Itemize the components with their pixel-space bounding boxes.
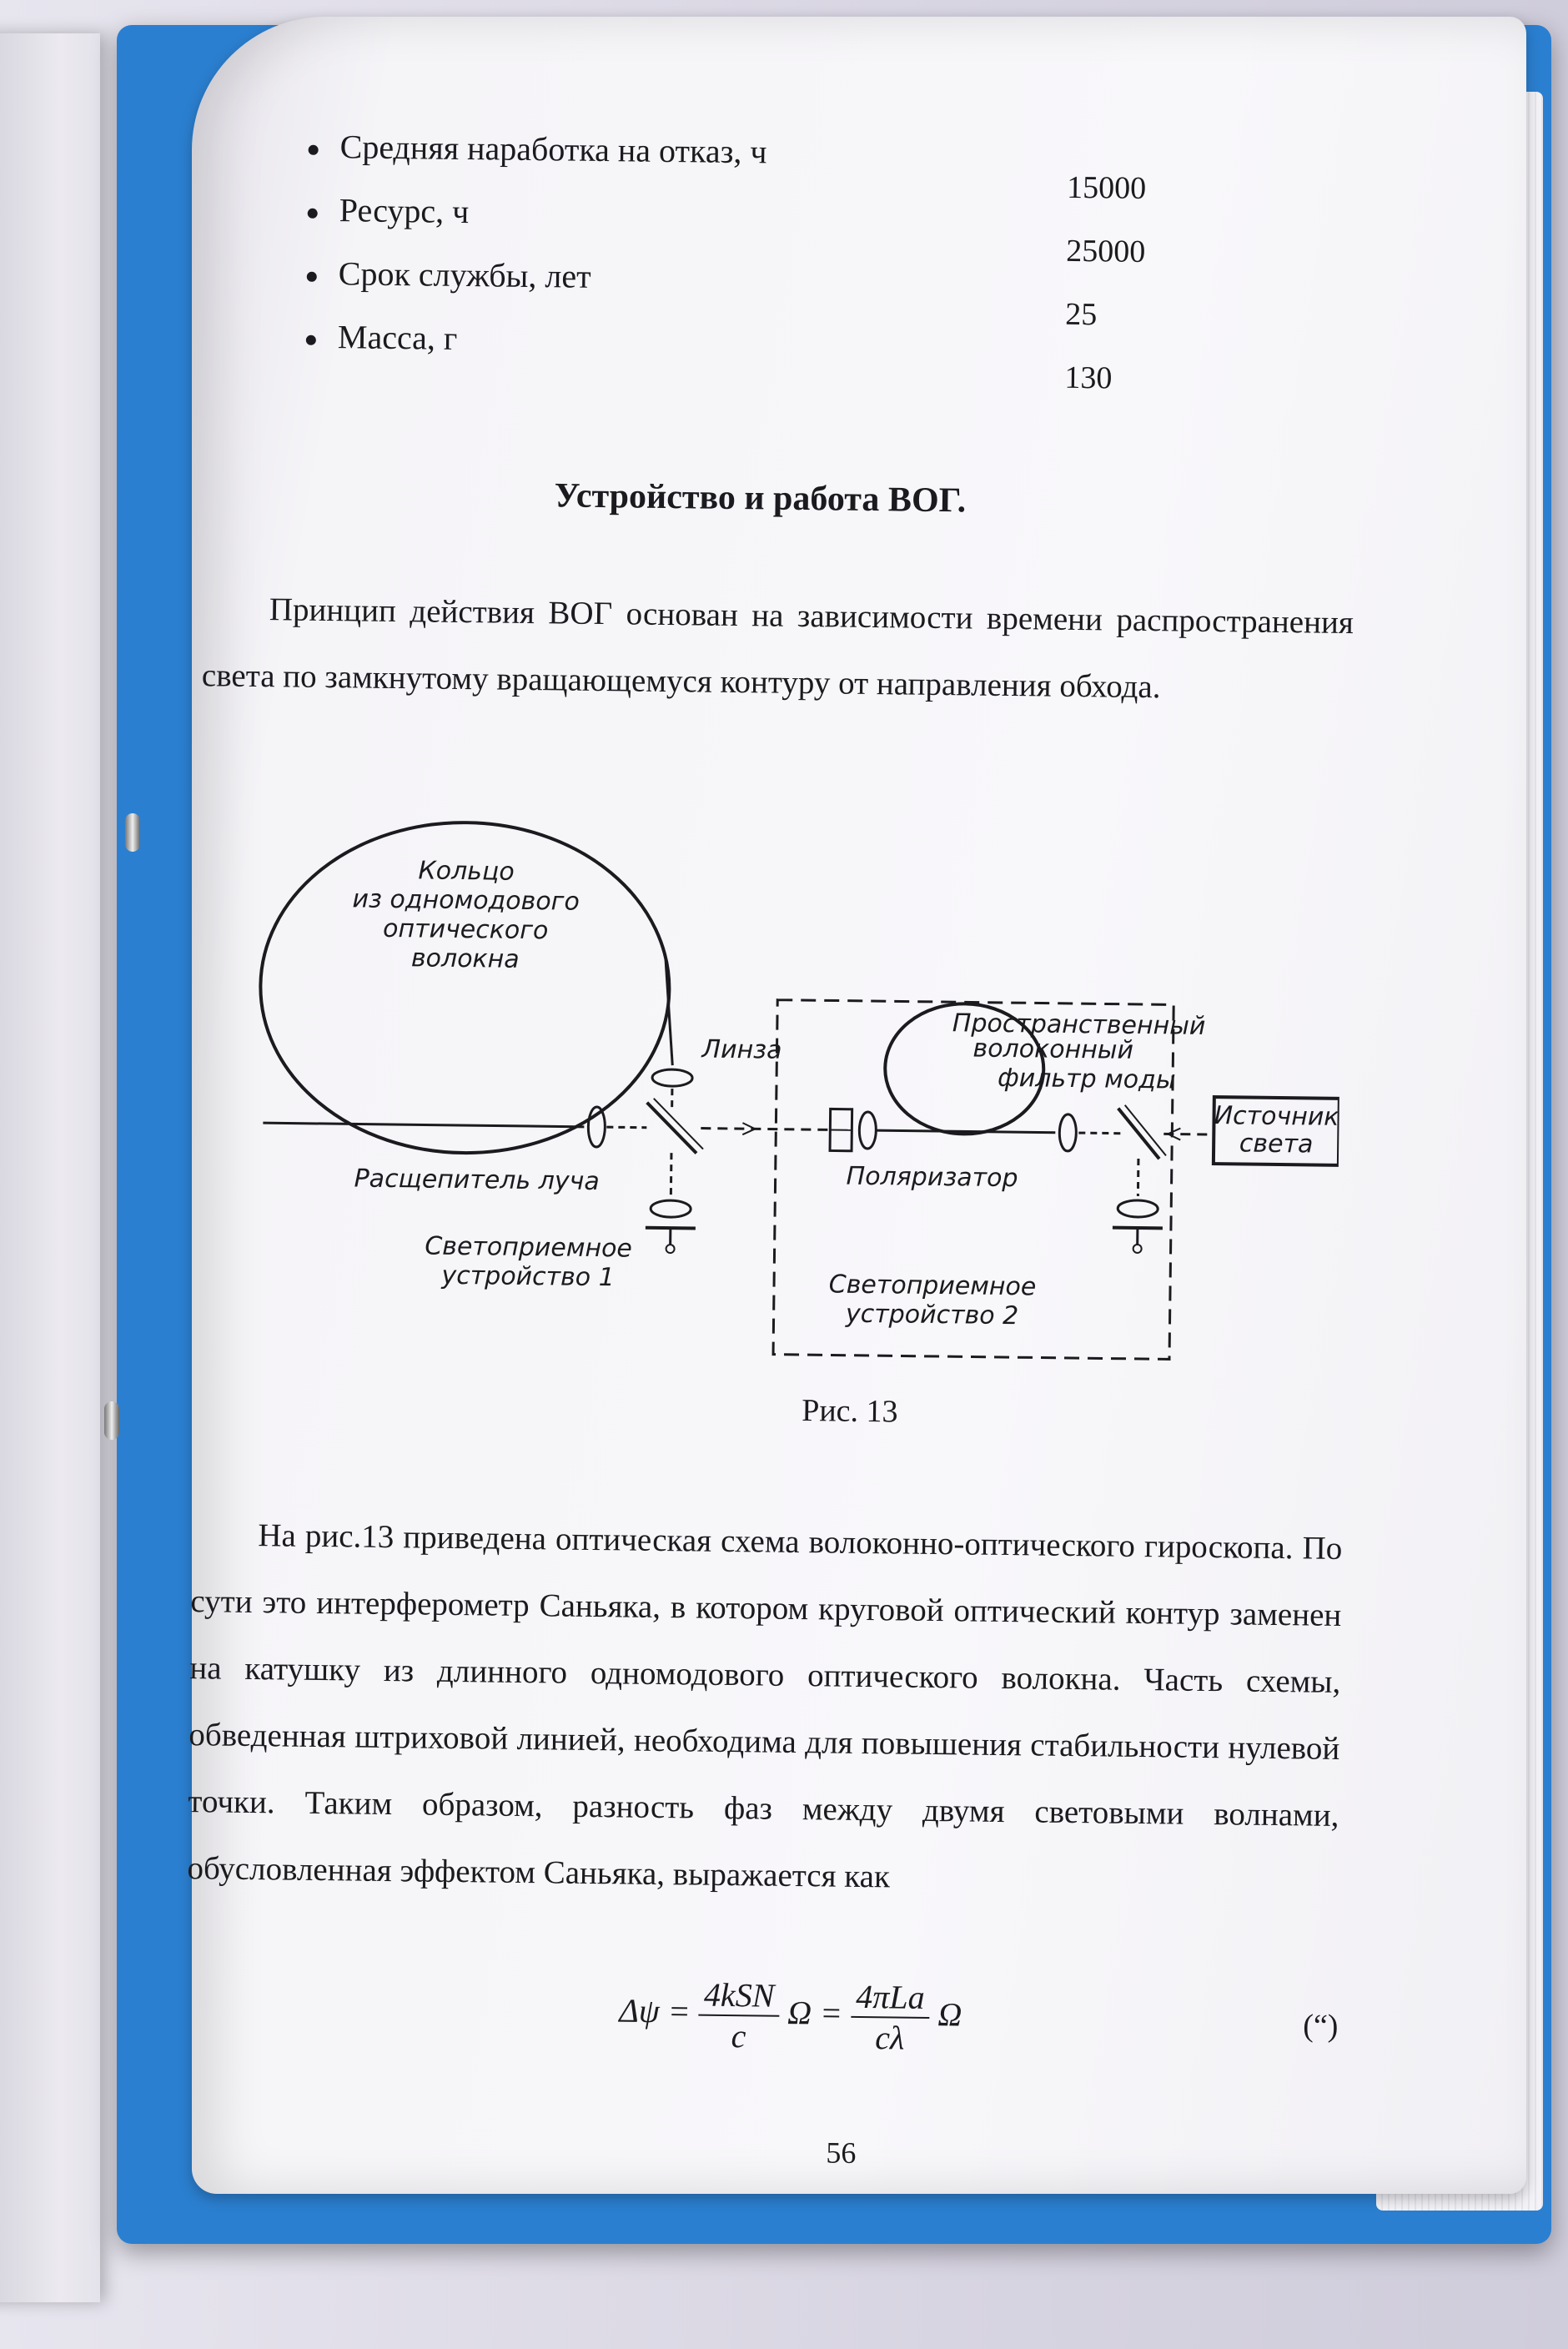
- lens-icon: [1118, 1200, 1158, 1218]
- bullet-icon: [307, 272, 317, 282]
- formula-lhs: Δψ =: [619, 1991, 691, 2030]
- formula-numerator: 4kSN: [699, 1975, 780, 2017]
- spec-value: 25: [1065, 296, 1098, 333]
- bullet-icon: [306, 335, 316, 345]
- ring-label-line: волокна: [410, 943, 520, 974]
- lens-icon: [1059, 1114, 1077, 1151]
- ring-label-line: Кольцо: [418, 856, 515, 887]
- ring-label-line: из одномодового: [352, 884, 580, 917]
- spec-label: Ресурс, ч: [339, 191, 470, 231]
- mode-filter-label-line: волоконный: [972, 1034, 1134, 1065]
- page-number: 56: [826, 2135, 857, 2170]
- bullet-icon: [308, 209, 318, 219]
- formula-omega: Ω =: [787, 1994, 843, 2032]
- figure-caption: Рис. 13: [801, 1393, 898, 1430]
- spec-value: 25000: [1065, 233, 1146, 269]
- binder-ring: [125, 813, 140, 852]
- mode-filter-label-line: фильтр моды: [997, 1063, 1176, 1095]
- spec-item: [308, 127, 766, 172]
- intro-paragraph-text: Принцип действия ВОГ основан на зависимости времени распространения света по замкнутому вращающемуся контуру от направления обхода.: [201, 591, 1354, 706]
- spec-item: [307, 190, 469, 231]
- splitter-label: Расщепитель луча: [354, 1164, 600, 1197]
- equation-number: (“): [1303, 2008, 1339, 2044]
- spec-label: Масса, г: [337, 318, 458, 357]
- lens-icon: [652, 1069, 692, 1087]
- sagnac-formula: [619, 1974, 962, 2058]
- body-paragraph-text: На рис.13 приведена оптическая схема волоконно-оптического гироскопа. По сути это интерферометр Саньяка, в котором круговой оптический контур заменен на катушку из длинного одномодового оптического волокна. Часть схемы, обведенная штриховой линией, необходима для повышения стабильности нулевой точки. Таким образом, разность фаз между двумя световыми волнами, обусловленная эффектом Саньяка, выражается как: [187, 1517, 1343, 1895]
- formula-denominator: c: [731, 2017, 746, 2055]
- bullet-icon: [309, 145, 319, 155]
- detector2-label-line: Светоприемное: [828, 1270, 1037, 1302]
- binder-ring: [104, 1401, 119, 1440]
- left-page-edge: [0, 33, 100, 2302]
- ring-label-line: оптического: [382, 913, 549, 946]
- polarizer-label: Поляризатор: [846, 1161, 1018, 1194]
- spec-list: [188, 125, 1385, 423]
- detector2-label-line: устройство 2: [845, 1299, 1019, 1331]
- detector1-label-line: Светоприемное: [425, 1231, 633, 1264]
- spec-value: 15000: [1066, 169, 1147, 206]
- formula-numerator: 4πLa: [851, 1977, 930, 2019]
- lens-icon: [651, 1200, 691, 1218]
- detector1-label-line: устройство 1: [441, 1260, 615, 1293]
- formula-omega: Ω: [937, 1995, 962, 2034]
- spec-value: 130: [1064, 360, 1113, 396]
- beam-splitter-icon: [1118, 1109, 1160, 1159]
- beam-splitter-icon: [646, 1103, 697, 1154]
- spec-label: Срок службы, лет: [338, 254, 591, 295]
- lens-label: Линза: [701, 1034, 782, 1065]
- spec-item: [307, 254, 591, 296]
- intro-paragraph: [201, 576, 1354, 723]
- mode-filter-label-line: Пространственный: [952, 1009, 1206, 1041]
- section-heading: Устройство и работа ВОГ.: [554, 476, 967, 521]
- source-label-line: Источник: [1214, 1101, 1339, 1132]
- body-paragraph: [187, 1501, 1343, 1916]
- lens-icon: [859, 1112, 877, 1149]
- optical-scheme-figure: [252, 818, 1343, 1366]
- formula-fraction: [698, 1975, 780, 2056]
- formula-fraction: [850, 1977, 929, 2058]
- formula-denominator: cλ: [875, 2019, 905, 2057]
- source-label-line: света: [1239, 1129, 1314, 1159]
- spec-item: [306, 317, 458, 358]
- spec-label: Средняя наработка на отказ, ч: [339, 128, 767, 171]
